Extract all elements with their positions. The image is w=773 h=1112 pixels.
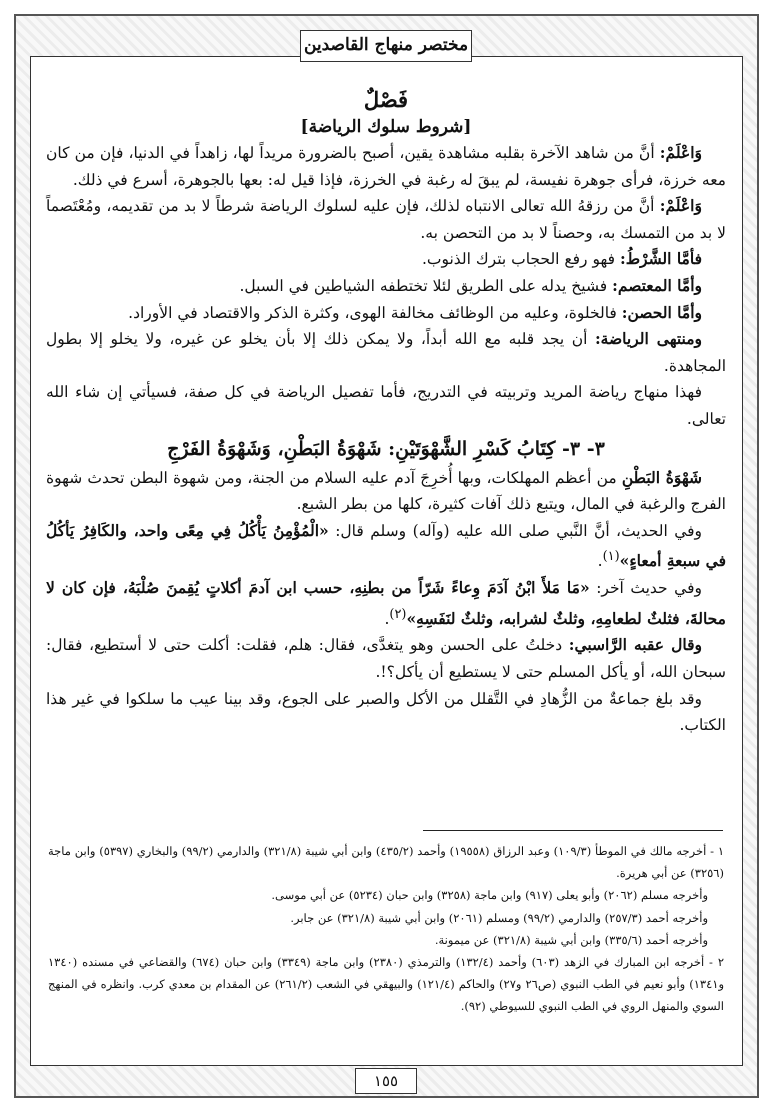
paragraph-body: فالخلوة، وعليه من الوظائف مخالفة الهوى، وكثرة الذكر والاقتصاد في الأوراد. xyxy=(128,303,617,322)
footnote-1-continuation: وأخرجه أحمد (٢٥٧/٣) والدارمي (٩٩/٢) ومسلم (٢٠٦١) وابن أبي شيبة (٣٢١/٨) عن جابر. xyxy=(290,910,708,925)
paragraph-body: وقد بلغ جماعةٌ من الزُّهادِ في التَّقلل من الأكل والصبر على الجوع، وقد بينا عيب ما سلكوا في غير هذا الكتاب. xyxy=(46,689,726,735)
running-header xyxy=(300,30,472,62)
footnote-ref[interactable]: (١) xyxy=(602,549,620,565)
paragraph-1 xyxy=(46,140,726,193)
paragraph-body: فشيخ يدله على الطريق لئلا تختطفه الشياطين في السبل. xyxy=(239,276,608,295)
punctuation: . xyxy=(384,609,390,628)
paragraph-lead: وَاعْلَمْ: xyxy=(659,196,702,216)
paragraph-body: أن يجد قلبه مع الله أبداً، ولا يمكن ذلك إلا بأن يخلو عن غيره، ولا يخلو إلا بطول المجاهدة. xyxy=(46,330,726,375)
footnote-1: ١ - أخرجه مالك في الموطأ (١٠٩/٣) وعبد الرزاق (١٩٥٥٨) وأحمد (٤٣٥/٢) وابن أبي شيبة (٣٢١/٨) والدارمي (٩٩/٢) والبخاري (٥٣٩٧) وابن ماجة (٣٢٥٦) عن أبي هريرة. xyxy=(48,844,725,881)
paragraph-lead: وأمَّا الحصن: xyxy=(621,302,702,322)
footnote-ref[interactable]: (٢) xyxy=(389,606,407,622)
hadith-quote: «مَا مَلأَ ابْنُ آدَمَ وِعاءً شَرّاً من بطنِهِ، حسب ابن آدمَ أكلاتٍ يُقِمنَ صُلْبَهُ، فإن كان لا محالةَ، فثلثٌ لطعامِهِ، وثلثٌ لشرابه، وثلثٌ لنَفَسِهِ» xyxy=(46,578,726,628)
paragraph-body: دخلتُ على الحسن وهو يتغدَّى، فقال: هلم، فقلت: أكلت حتى لا أستطيع، فقال: سبحان الله، أو يأكل المسلم حتى لا يستطيع أن يأكل؟!. xyxy=(46,636,726,681)
section-title: [شروط سلوك الرياضة] xyxy=(300,117,472,137)
paragraph-lead: وقال عقبه الرَّاسبي: xyxy=(568,635,702,655)
paragraph-10 xyxy=(46,575,726,632)
paragraph-body: وفي الحديث، أنَّ النَّبي صلى الله عليه (وآله) وسلم قال: xyxy=(335,521,703,540)
main-text xyxy=(46,86,726,739)
footnote-1-continuation: وأخرجه أحمد (٣٣٥/٦) وابن أبي شيبة (٣٢١/٨) عن ميمونة. xyxy=(434,932,708,947)
paragraph-4 xyxy=(46,273,726,300)
paragraph-5 xyxy=(46,300,726,327)
paragraph-11 xyxy=(46,632,726,685)
paragraph-lead: وأمَّا المعتصم: xyxy=(612,275,702,295)
paragraph-6 xyxy=(46,326,726,379)
paragraph-9 xyxy=(46,518,726,575)
paragraph-body: فهو رفع الحجاب بترك الذنوب. xyxy=(421,250,616,269)
book-title: مختصر منهاج القاصدين xyxy=(303,35,469,55)
paragraph-body: من أعظم المهلكات، وبها أُخرِجَ آدم عليه السلام من الجنة، ومن شهوة البطن تحدث شهوة الفرج والرغبة في المال، ويتبع ذلك آفات كثيرة، كلها من بطر الشبع. xyxy=(46,468,726,514)
footnote-1-continuation: وأخرجه مسلم (٢٠٦٢) وأبو يعلى (٩١٧) وابن ماجة (٣٢٥٨) وابن حبان (٥٢٣٤) عن أبي موسى. xyxy=(271,888,708,903)
paragraph-12 xyxy=(46,686,726,739)
page-number: ١٥٥ xyxy=(373,1072,399,1090)
paragraph-8 xyxy=(46,465,726,518)
paragraph-body: أنَّ من رزقهُ الله تعالى الانتباه لذلك، فإن عليه لسلوك الرياضة شرطاً لا بد من تقديمه، ومُعْتَصماً لا بد من التمسك به، وحصناً لا بد من التحصن به. xyxy=(46,197,726,242)
paragraph-7 xyxy=(46,379,726,432)
paragraph-lead: ومنتهى الرياضة: xyxy=(594,329,702,349)
page-number-box xyxy=(355,1068,417,1094)
footnote-2: ٢ - أخرجه ابن المبارك في الزهد (٦٠٣) وأحمد (١٣٢/٤) والترمذي (٢٣٨٠) وابن ماجة (٣٣٤٩) وابن حبان (٦٧٤) والقضاعي في مسنده (١٣٤٠ و١٣٤١) وأبو نعيم في الطب النبوي (ص٢٦ و٢٧) والحاكم (١٢١/٤) والبيهقي في الشعب (٢٦١/٢) عن المقدام بن معدي كرب. وانظره في المنهج السوي والمنهل الروي في الطب النبوي للسيوطي (٩٢). xyxy=(48,955,724,1014)
punctuation: . xyxy=(597,552,603,571)
paragraph-lead: وَاعْلَمْ: xyxy=(659,143,702,162)
paragraph-body: وفي حديث آخر: xyxy=(596,579,702,598)
paragraph-3 xyxy=(46,246,726,273)
footnote-separator xyxy=(423,830,723,831)
chapter-heading: ٣- ٣- كِتَابُ كَسْرِ الشَّهْوَتَيْنِ: شَهْوَةُ البَطْنِ، وَشَهْوَةُ الفَرْجِ xyxy=(167,437,605,460)
paragraph-2 xyxy=(46,193,726,246)
paragraph-body: أنَّ من شاهد الآخرة بقلبه مشاهدة يقين، أصبح بالضرورة مريداً لها، زاهداً في الدنيا، فإن من كان معه خرزة، فرأى جوهرة نفيسة، لم يبقَ له رغبة في الخرزة، فإذا قيل له: بعها بالجوهرة، أسرع في ذلك. xyxy=(46,144,726,189)
paragraph-body: فهذا منهاج رياضة المريد وتربيته في التدريج، فأما تفصيل الرياضة في كل صفة، فسيأتي إن شاء الله تعالى. xyxy=(46,383,726,428)
paragraph-lead: شَهْوَةُ البَطْنِ xyxy=(621,467,702,487)
paragraph-lead: فأمَّا الشَّرْطُ: xyxy=(619,249,702,269)
footnotes xyxy=(48,840,724,1018)
hadith-quote: «الْمُؤْمِنُ يَأْكُلُ فِي مِعًى واحد، والكَافِرُ يَأكُلُ في سبعةِ أمعاءٍ» xyxy=(46,520,726,571)
fasl-heading: فَصْلٌ xyxy=(363,87,409,112)
